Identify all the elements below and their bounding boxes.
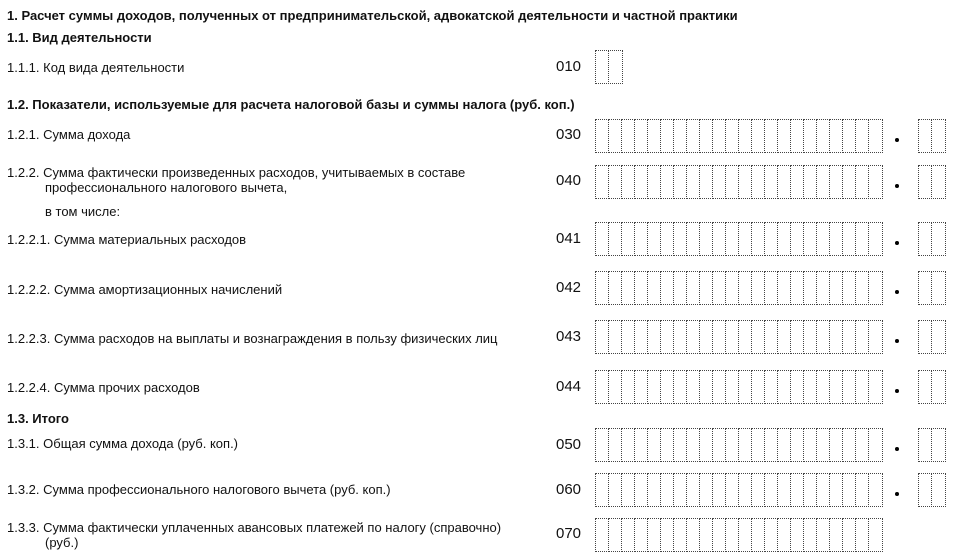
char-cell[interactable] [699, 119, 713, 153]
field-code: 010 [556, 58, 582, 75]
char-cell[interactable] [647, 473, 661, 507]
char-cell[interactable] [647, 119, 661, 153]
section-1-1-title: 1.1. Вид деятельности [7, 30, 152, 45]
row-label: 1.3.3. Сумма фактически уплаченных авансовых платежей по налогу (справочно) [7, 520, 502, 535]
char-cell[interactable] [751, 473, 765, 507]
char-cell[interactable] [790, 320, 804, 354]
char-cell[interactable] [738, 222, 752, 256]
char-cell[interactable] [595, 473, 609, 507]
char-cell[interactable] [777, 428, 791, 462]
char-cell[interactable] [673, 222, 687, 256]
char-cell[interactable] [608, 50, 623, 84]
char-cell[interactable] [608, 518, 622, 552]
char-cell[interactable] [777, 222, 791, 256]
char-cell[interactable] [712, 119, 726, 153]
char-cell[interactable] [699, 320, 713, 354]
row-label: 1.3.2. Сумма профессионального налогового вычета (руб. коп.) [7, 482, 391, 497]
decimal-point [895, 447, 899, 451]
char-cell[interactable] [647, 165, 661, 199]
char-cell[interactable] [803, 222, 817, 256]
char-cell[interactable] [595, 50, 609, 84]
row-label-cont: (руб.) [45, 535, 79, 550]
char-cell[interactable] [918, 222, 932, 256]
char-cell[interactable] [608, 428, 622, 462]
char-cell[interactable] [816, 320, 830, 354]
char-cell[interactable] [699, 428, 713, 462]
char-cell[interactable] [829, 165, 843, 199]
char-cell[interactable] [751, 271, 765, 305]
char-cell[interactable] [712, 428, 726, 462]
char-cell[interactable] [855, 473, 869, 507]
char-cell[interactable] [777, 473, 791, 507]
char-cell[interactable] [751, 518, 765, 552]
char-cell[interactable] [712, 271, 726, 305]
char-cell[interactable] [816, 370, 830, 404]
char-cell[interactable] [686, 119, 700, 153]
row-label: 1.2.2.1. Сумма материальных расходов [7, 232, 247, 247]
decimal-point [895, 138, 899, 142]
char-cell[interactable] [803, 428, 817, 462]
char-cell[interactable] [790, 222, 804, 256]
char-cell[interactable] [918, 271, 932, 305]
char-cell[interactable] [803, 370, 817, 404]
field-code: 044 [556, 378, 582, 395]
char-cell[interactable] [764, 222, 778, 256]
char-cell[interactable] [738, 428, 752, 462]
char-cell[interactable] [842, 518, 856, 552]
char-cell[interactable] [829, 320, 843, 354]
char-cell[interactable] [931, 320, 946, 354]
char-cell[interactable] [842, 165, 856, 199]
char-cell[interactable] [725, 119, 739, 153]
char-cell[interactable] [764, 428, 778, 462]
row-label: 1.2.1. Сумма дохода [7, 127, 131, 142]
char-cell[interactable] [673, 119, 687, 153]
char-cell[interactable] [634, 119, 648, 153]
char-cell[interactable] [621, 119, 635, 153]
char-cell[interactable] [725, 428, 739, 462]
char-cell[interactable] [868, 428, 883, 462]
char-cell[interactable] [842, 320, 856, 354]
field-code: 041 [556, 230, 582, 247]
char-cell[interactable] [712, 473, 726, 507]
char-cell[interactable] [621, 370, 635, 404]
row-label: 1.2.2.3. Сумма расходов на выплаты и вознаграждения в пользу физических лиц [7, 331, 498, 346]
char-cell[interactable] [660, 165, 674, 199]
char-cell[interactable] [764, 320, 778, 354]
char-cell[interactable] [931, 370, 946, 404]
char-cell[interactable] [855, 370, 869, 404]
decimal-point [895, 241, 899, 245]
char-cell[interactable] [595, 271, 609, 305]
char-cell[interactable] [595, 165, 609, 199]
char-cell[interactable] [621, 473, 635, 507]
char-cell[interactable] [738, 518, 752, 552]
char-cell[interactable] [699, 222, 713, 256]
char-cell[interactable] [777, 518, 791, 552]
char-cell[interactable] [634, 370, 648, 404]
char-cell[interactable] [751, 165, 765, 199]
field-code: 070 [556, 525, 582, 542]
char-cell[interactable] [595, 119, 609, 153]
char-cell[interactable] [764, 271, 778, 305]
char-cell[interactable] [621, 518, 635, 552]
char-cell[interactable] [868, 271, 883, 305]
char-cell[interactable] [751, 119, 765, 153]
char-cell[interactable] [686, 428, 700, 462]
char-cell[interactable] [647, 518, 661, 552]
row-label-cont: профессионального налогового вычета, [45, 180, 288, 195]
char-cell[interactable] [868, 370, 883, 404]
decimal-point [895, 389, 899, 393]
char-cell[interactable] [931, 165, 946, 199]
char-cell[interactable] [738, 370, 752, 404]
char-cell[interactable] [634, 165, 648, 199]
field-code: 030 [556, 126, 582, 143]
field-code: 042 [556, 279, 582, 296]
char-cell[interactable] [673, 320, 687, 354]
char-cell[interactable] [660, 473, 674, 507]
char-cell[interactable] [738, 165, 752, 199]
char-cell[interactable] [608, 119, 622, 153]
char-cell[interactable] [621, 428, 635, 462]
char-cell[interactable] [855, 222, 869, 256]
char-cell[interactable] [660, 222, 674, 256]
char-cell[interactable] [608, 222, 622, 256]
char-cell[interactable] [686, 518, 700, 552]
char-cell[interactable] [608, 271, 622, 305]
char-cell[interactable] [803, 320, 817, 354]
char-cell[interactable] [673, 271, 687, 305]
char-cell[interactable] [803, 473, 817, 507]
char-cell[interactable] [816, 518, 830, 552]
char-cell[interactable] [842, 473, 856, 507]
char-cell[interactable] [738, 473, 752, 507]
char-cell[interactable] [621, 165, 635, 199]
char-cell[interactable] [686, 222, 700, 256]
char-cell[interactable] [868, 473, 883, 507]
char-cell[interactable] [725, 473, 739, 507]
char-cell[interactable] [803, 518, 817, 552]
char-cell[interactable] [634, 222, 648, 256]
char-cell[interactable] [647, 222, 661, 256]
char-cell[interactable] [608, 473, 622, 507]
including-label: в том числе: [45, 204, 121, 219]
char-cell[interactable] [647, 320, 661, 354]
char-cell[interactable] [855, 320, 869, 354]
char-cell[interactable] [777, 370, 791, 404]
char-cell[interactable] [712, 165, 726, 199]
char-cell[interactable] [790, 119, 804, 153]
char-cell[interactable] [816, 119, 830, 153]
row-label: 1.2.2.4. Сумма прочих расходов [7, 380, 200, 395]
char-cell[interactable] [660, 320, 674, 354]
char-cell[interactable] [673, 518, 687, 552]
char-cell[interactable] [918, 320, 932, 354]
char-cell[interactable] [686, 320, 700, 354]
char-cell[interactable] [686, 165, 700, 199]
char-cell[interactable] [699, 370, 713, 404]
char-cell[interactable] [816, 222, 830, 256]
char-cell[interactable] [918, 428, 932, 462]
char-cell[interactable] [868, 165, 883, 199]
char-cell[interactable] [634, 271, 648, 305]
char-cell[interactable] [660, 518, 674, 552]
char-cell[interactable] [621, 222, 635, 256]
char-cell[interactable] [673, 473, 687, 507]
char-cell[interactable] [842, 428, 856, 462]
char-cell[interactable] [829, 370, 843, 404]
char-cell[interactable] [777, 119, 791, 153]
char-cell[interactable] [816, 165, 830, 199]
char-cell[interactable] [634, 518, 648, 552]
decimal-point [895, 290, 899, 294]
char-cell[interactable] [918, 370, 932, 404]
char-cell[interactable] [699, 165, 713, 199]
char-cell[interactable] [868, 222, 883, 256]
char-cell[interactable] [608, 370, 622, 404]
char-cell[interactable] [764, 473, 778, 507]
char-cell[interactable] [842, 222, 856, 256]
decimal-point [895, 184, 899, 188]
char-cell[interactable] [660, 370, 674, 404]
char-cell[interactable] [699, 473, 713, 507]
row-label: 1.2.2.2. Сумма амортизационных начислений [7, 282, 283, 297]
char-cell[interactable] [595, 222, 609, 256]
char-cell[interactable] [634, 320, 648, 354]
char-cell[interactable] [829, 119, 843, 153]
char-cell[interactable] [842, 119, 856, 153]
char-cell[interactable] [764, 370, 778, 404]
row-label: 1.2.2. Сумма фактически произведенных расходов, учитываемых в составе [7, 165, 466, 180]
field-code: 050 [556, 436, 582, 453]
char-cell[interactable] [751, 320, 765, 354]
char-cell[interactable] [673, 165, 687, 199]
char-cell[interactable] [829, 473, 843, 507]
char-cell[interactable] [608, 320, 622, 354]
char-cell[interactable] [608, 165, 622, 199]
char-cell[interactable] [673, 428, 687, 462]
char-cell[interactable] [842, 271, 856, 305]
char-cell[interactable] [595, 428, 609, 462]
char-cell[interactable] [725, 518, 739, 552]
char-cell[interactable] [647, 428, 661, 462]
char-cell[interactable] [918, 165, 932, 199]
char-cell[interactable] [790, 370, 804, 404]
char-cell[interactable] [738, 320, 752, 354]
char-cell[interactable] [855, 119, 869, 153]
char-cell[interactable] [621, 271, 635, 305]
field-code: 040 [556, 172, 582, 189]
char-cell[interactable] [725, 165, 739, 199]
field-code: 060 [556, 481, 582, 498]
char-cell[interactable] [816, 428, 830, 462]
char-cell[interactable] [931, 428, 946, 462]
char-cell[interactable] [764, 119, 778, 153]
char-cell[interactable] [660, 428, 674, 462]
char-cell[interactable] [931, 222, 946, 256]
char-cell[interactable] [738, 119, 752, 153]
char-cell[interactable] [699, 271, 713, 305]
char-cell[interactable] [777, 165, 791, 199]
char-cell[interactable] [803, 119, 817, 153]
section-1-3-title: 1.3. Итого [7, 411, 69, 426]
char-cell[interactable] [764, 518, 778, 552]
char-cell[interactable] [816, 473, 830, 507]
char-cell[interactable] [829, 222, 843, 256]
char-cell[interactable] [931, 119, 946, 153]
char-cell[interactable] [686, 271, 700, 305]
section-1-title: 1. Расчет суммы доходов, полученных от предпринимательской, адвокатской деятельности и частной практики [7, 8, 738, 23]
char-cell[interactable] [725, 370, 739, 404]
char-cell[interactable] [621, 320, 635, 354]
decimal-point [895, 339, 899, 343]
char-cell[interactable] [803, 165, 817, 199]
char-cell[interactable] [918, 473, 932, 507]
char-cell[interactable] [712, 320, 726, 354]
char-cell[interactable] [647, 271, 661, 305]
char-cell[interactable] [816, 271, 830, 305]
char-cell[interactable] [868, 518, 883, 552]
char-cell[interactable] [686, 370, 700, 404]
char-cell[interactable] [751, 370, 765, 404]
char-cell[interactable] [764, 165, 778, 199]
char-cell[interactable] [725, 271, 739, 305]
char-cell[interactable] [790, 473, 804, 507]
char-cell[interactable] [725, 320, 739, 354]
char-cell[interactable] [790, 165, 804, 199]
char-cell[interactable] [842, 370, 856, 404]
char-cell[interactable] [699, 518, 713, 552]
char-cell[interactable] [868, 320, 883, 354]
char-cell[interactable] [738, 271, 752, 305]
char-cell[interactable] [790, 518, 804, 552]
char-cell[interactable] [777, 320, 791, 354]
char-cell[interactable] [829, 518, 843, 552]
char-cell[interactable] [790, 271, 804, 305]
char-cell[interactable] [712, 222, 726, 256]
char-cell[interactable] [790, 428, 804, 462]
char-cell[interactable] [829, 271, 843, 305]
char-cell[interactable] [751, 222, 765, 256]
char-cell[interactable] [634, 473, 648, 507]
char-cell[interactable] [595, 518, 609, 552]
decimal-point [895, 492, 899, 496]
char-cell[interactable] [712, 370, 726, 404]
char-cell[interactable] [725, 222, 739, 256]
char-cell[interactable] [660, 119, 674, 153]
char-cell[interactable] [595, 320, 609, 354]
row-label: 1.1.1. Код вида деятельности [7, 60, 185, 75]
char-cell[interactable] [660, 271, 674, 305]
row-label: 1.3.1. Общая сумма дохода (руб. коп.) [7, 436, 239, 451]
char-cell[interactable] [829, 428, 843, 462]
char-cell[interactable] [595, 370, 609, 404]
char-cell[interactable] [634, 428, 648, 462]
char-cell[interactable] [647, 370, 661, 404]
char-cell[interactable] [855, 271, 869, 305]
char-cell[interactable] [855, 165, 869, 199]
char-cell[interactable] [803, 271, 817, 305]
char-cell[interactable] [855, 428, 869, 462]
char-cell[interactable] [712, 518, 726, 552]
char-cell[interactable] [918, 119, 932, 153]
char-cell[interactable] [855, 518, 869, 552]
char-cell[interactable] [777, 271, 791, 305]
char-cell[interactable] [751, 428, 765, 462]
char-cell[interactable] [868, 119, 883, 153]
section-1-2-title: 1.2. Показатели, используемые для расчета налоговой базы и суммы налога (руб. коп.) [7, 97, 575, 112]
char-cell[interactable] [931, 271, 946, 305]
field-code: 043 [556, 328, 582, 345]
char-cell[interactable] [931, 473, 946, 507]
char-cell[interactable] [673, 370, 687, 404]
char-cell[interactable] [686, 473, 700, 507]
